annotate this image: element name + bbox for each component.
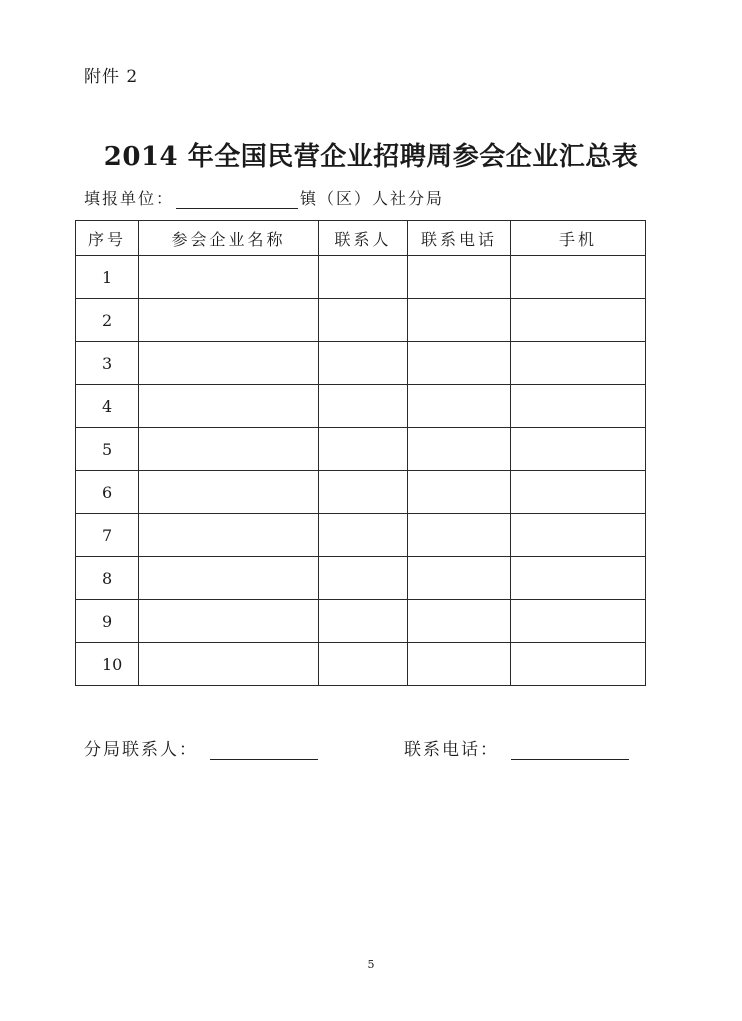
table-body <box>76 256 646 686</box>
row-company-cell[interactable] <box>139 256 319 299</box>
row-seq-cell: 7 <box>76 514 139 557</box>
row-contact-cell[interactable] <box>319 256 408 299</box>
row-mobile-cell[interactable] <box>511 299 646 342</box>
row-phone-cell[interactable] <box>408 299 511 342</box>
row-contact-cell[interactable] <box>319 342 408 385</box>
header-phone: 联系电话 <box>408 221 511 256</box>
row-contact-cell[interactable] <box>319 557 408 600</box>
row-contact-cell[interactable] <box>319 385 408 428</box>
row-mobile-cell[interactable] <box>511 514 646 557</box>
row-contact-cell[interactable] <box>319 428 408 471</box>
row-company-cell[interactable] <box>139 514 319 557</box>
row-company-cell[interactable] <box>139 299 319 342</box>
row-mobile-cell[interactable] <box>511 256 646 299</box>
row-company-cell[interactable] <box>139 600 319 643</box>
table-header-row <box>76 221 646 256</box>
row-mobile-cell[interactable] <box>511 557 646 600</box>
row-phone-cell[interactable] <box>408 428 511 471</box>
row-mobile-cell[interactable] <box>511 471 646 514</box>
footer-phone-label: 联系电话： <box>404 740 499 760</box>
reporting-unit-label: 填报单位： <box>84 189 175 208</box>
row-mobile-cell[interactable] <box>511 600 646 643</box>
row-contact-cell[interactable] <box>319 471 408 514</box>
row-company-cell[interactable] <box>139 557 319 600</box>
table-row <box>76 299 646 342</box>
footer-contact-label: 分局联系人： <box>84 740 198 760</box>
table-row <box>76 428 646 471</box>
row-company-cell[interactable] <box>139 385 319 428</box>
row-phone-cell[interactable] <box>408 385 511 428</box>
row-seq-cell: 10 <box>76 643 139 686</box>
row-seq-cell: 6 <box>76 471 139 514</box>
footer-contact-line <box>84 735 320 760</box>
table-row <box>76 600 646 643</box>
row-contact-cell[interactable] <box>319 514 408 557</box>
row-phone-cell[interactable] <box>408 600 511 643</box>
summary-table <box>75 220 646 686</box>
footer-phone-line <box>404 735 631 760</box>
table-row <box>76 256 646 299</box>
row-mobile-cell[interactable] <box>511 428 646 471</box>
row-phone-cell[interactable] <box>408 256 511 299</box>
row-mobile-cell[interactable] <box>511 385 646 428</box>
table-row <box>76 342 646 385</box>
row-seq-cell: 9 <box>76 600 139 643</box>
table-row <box>76 557 646 600</box>
header-company: 参会企业名称 <box>139 221 319 256</box>
reporting-unit-suffix: 镇（区）人社分局 <box>300 189 445 208</box>
row-company-cell[interactable] <box>139 342 319 385</box>
row-seq-cell: 1 <box>76 256 139 299</box>
header-seq: 序号 <box>76 221 139 256</box>
row-company-cell[interactable] <box>139 471 319 514</box>
row-mobile-cell[interactable] <box>511 342 646 385</box>
table-row <box>76 514 646 557</box>
row-phone-cell[interactable] <box>408 557 511 600</box>
row-contact-cell[interactable] <box>319 643 408 686</box>
header-mobile: 手机 <box>511 221 646 256</box>
row-phone-cell[interactable] <box>408 514 511 557</box>
attachment-label: 附件 2 <box>84 67 139 87</box>
row-contact-cell[interactable] <box>319 299 408 342</box>
footer-phone-blank[interactable] <box>511 741 629 760</box>
page-number: 5 <box>367 958 375 971</box>
row-seq-cell: 4 <box>76 385 139 428</box>
row-contact-cell[interactable] <box>319 600 408 643</box>
row-phone-cell[interactable] <box>408 471 511 514</box>
table-row <box>76 385 646 428</box>
row-mobile-cell[interactable] <box>511 643 646 686</box>
reporting-unit-blank[interactable] <box>176 190 298 209</box>
row-seq-cell: 5 <box>76 428 139 471</box>
reporting-unit-line <box>84 186 444 209</box>
footer-contact-blank[interactable] <box>210 741 318 760</box>
row-company-cell[interactable] <box>139 643 319 686</box>
row-phone-cell[interactable] <box>408 643 511 686</box>
row-company-cell[interactable] <box>139 428 319 471</box>
row-phone-cell[interactable] <box>408 342 511 385</box>
table-row <box>76 471 646 514</box>
table-row <box>76 643 646 686</box>
document-title: 2014 年全国民营企业招聘周参会企业汇总表 <box>103 142 639 172</box>
row-seq-cell: 3 <box>76 342 139 385</box>
row-seq-cell: 2 <box>76 299 139 342</box>
header-contact: 联系人 <box>319 221 408 256</box>
row-seq-cell: 8 <box>76 557 139 600</box>
